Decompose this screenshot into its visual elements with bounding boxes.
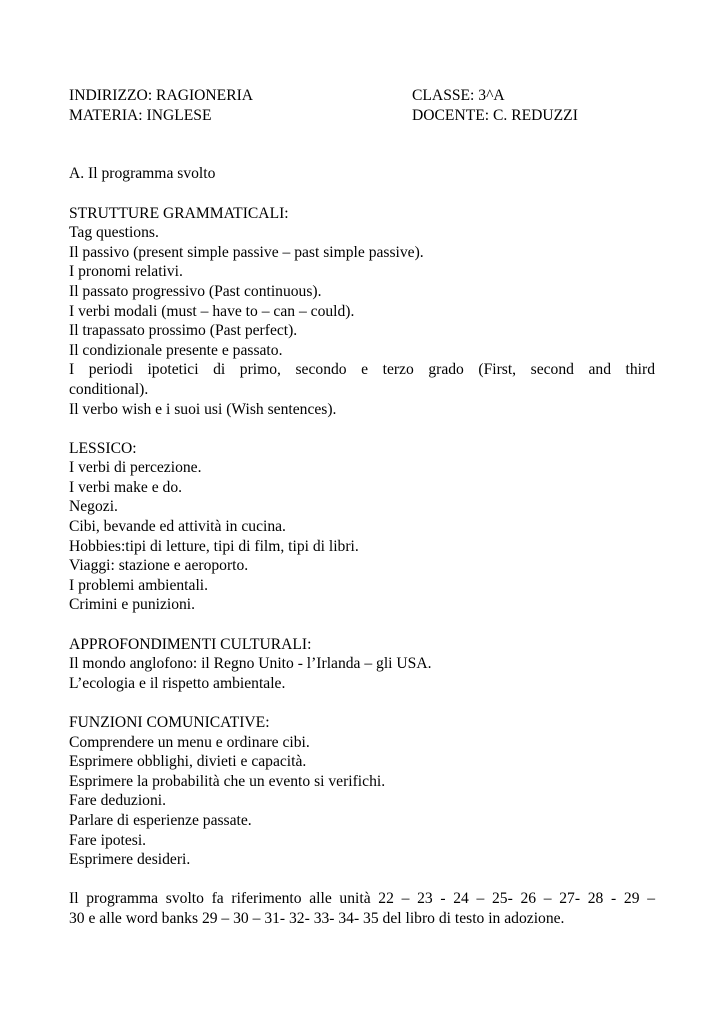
- culture-section: [69, 635, 655, 694]
- list-item: Negozi.: [69, 498, 118, 516]
- list-item: Esprimere desideri.: [69, 851, 191, 869]
- list-item: Esprimere obblighi, divieti e capacità.: [69, 753, 307, 771]
- closing-line-2: 30 e alle word banks 29 – 30 – 31- 32- 33- 34- 35 del libro di testo in adozione.: [69, 909, 565, 927]
- list-item: Viaggi: stazione e aeroporto.: [69, 557, 249, 575]
- document-header: [69, 86, 655, 125]
- list-item: Il mondo anglofono: il Regno Unito - l’Irlanda – gli USA.: [69, 655, 432, 673]
- list-item: Cibi, bevande ed attività in cucina.: [69, 518, 286, 536]
- lexicon-section: [69, 439, 655, 615]
- list-item: Il condizionale presente e passato.: [69, 341, 283, 359]
- lexicon-heading: LESSICO:: [69, 439, 137, 457]
- docente-label: DOCENTE: C. REDUZZI: [412, 106, 578, 124]
- list-item: Crimini e punizioni.: [69, 596, 196, 614]
- list-item: Il passato progressivo (Past continuous).: [69, 282, 322, 300]
- list-item: Il verbo wish e i suoi usi (Wish sentences).: [69, 400, 337, 418]
- list-item: Fare deduzioni.: [69, 792, 166, 810]
- list-item: Il trapassato prossimo (Past perfect).: [69, 322, 298, 340]
- functions-section: [69, 713, 655, 870]
- list-item: Fare ipotesi.: [69, 831, 147, 849]
- closing-line-1: Il programma svolto fa riferimento alle unità 22 – 23 - 24 – 25- 26 – 27- 28 - 29 –: [69, 890, 655, 908]
- classe-label: CLASSE: 3^A: [412, 87, 505, 104]
- grammar-section: [69, 204, 655, 420]
- functions-heading: FUNZIONI COMUNICATIVE:: [69, 714, 270, 731]
- list-item: Il passivo (present simple passive – past simple passive).: [69, 243, 424, 261]
- closing-paragraph: [69, 889, 655, 928]
- list-item: Tag questions.: [69, 224, 159, 242]
- list-item: Hobbies:tipi di letture, tipi di film, tipi di libri.: [69, 537, 359, 555]
- section-title: A. Il programma svolto: [69, 165, 216, 183]
- list-item: Esprimere la probabilità che un evento si verifichi.: [69, 772, 386, 790]
- list-item: I pronomi relativi.: [69, 263, 183, 281]
- materia-label: MATERIA: INGLESE: [69, 106, 212, 124]
- list-item: I problemi ambientali.: [69, 576, 209, 594]
- grammar-heading: STRUTTURE GRAMMATICALI:: [69, 204, 289, 222]
- indirizzo-label: INDIRIZZO: RAGIONERIA: [69, 87, 254, 104]
- list-item: I verbi di percezione.: [69, 459, 202, 477]
- list-item: Parlare di esperienze passate.: [69, 811, 252, 829]
- list-item: L’ecologia e il rispetto ambientale.: [69, 674, 286, 692]
- list-item: I verbi modali (must – have to – can – could).: [69, 302, 355, 320]
- document-page: [69, 86, 655, 929]
- list-item: Comprendere un menu e ordinare cibi.: [69, 733, 310, 751]
- list-item-justified: I periodi ipotetici di primo, secondo e terzo grado (First, second and third: [69, 361, 655, 379]
- list-item: I verbi make e do.: [69, 478, 183, 496]
- list-item-continuation: conditional).: [69, 380, 149, 398]
- culture-heading: APPROFONDIMENTI CULTURALI:: [69, 635, 312, 653]
